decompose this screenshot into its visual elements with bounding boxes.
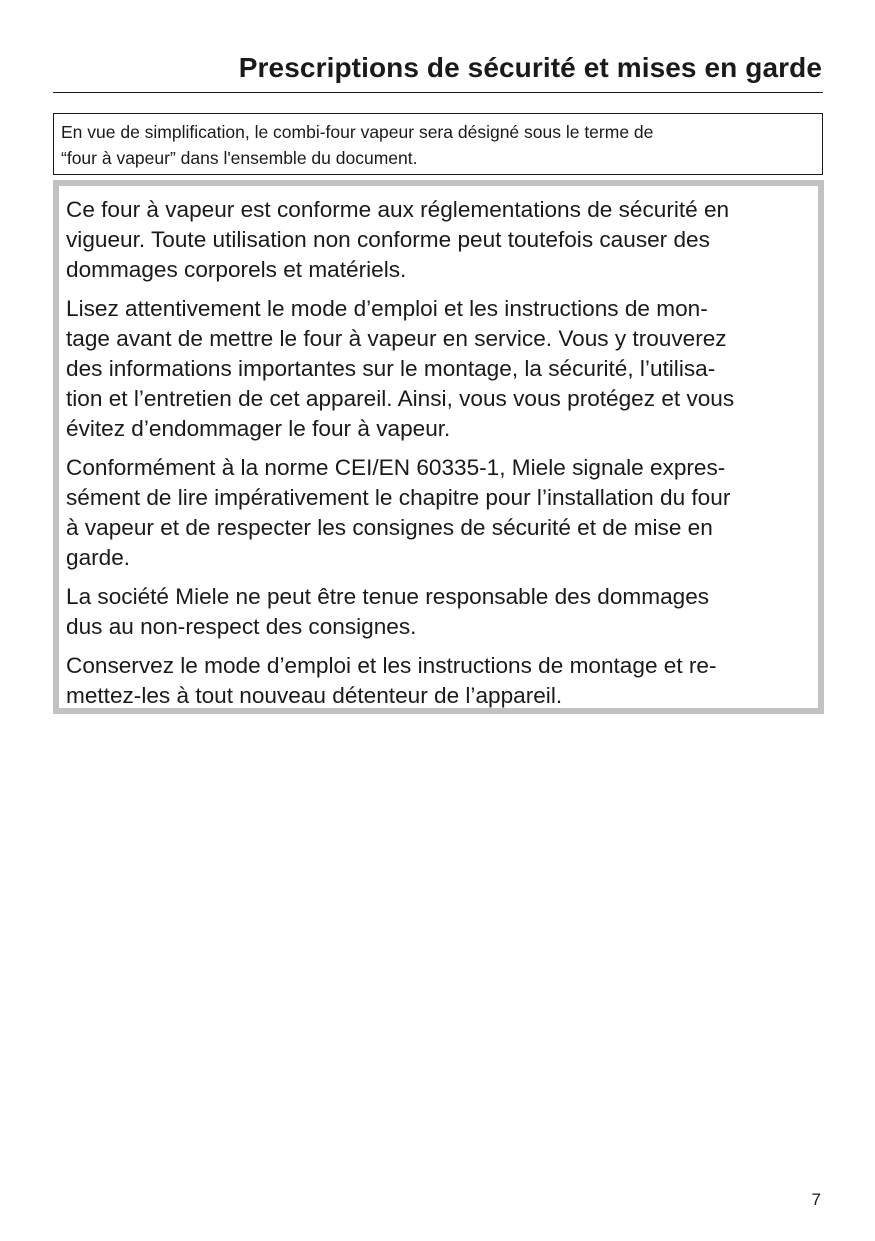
text-line: tion et l’entretien de cet appareil. Ainsi, vous vous protégez et vous	[66, 386, 735, 411]
text-line: tage avant de mettre le four à vapeur en service. Vous y trouverez	[66, 326, 727, 351]
text-line: La société Miele ne peut être tenue responsable des dommages	[66, 584, 710, 609]
text-line: dus au non-respect des consignes.	[66, 614, 417, 639]
text-line: garde.	[66, 545, 131, 570]
text-line: Conservez le mode d’emploi et les instructions de montage et re-	[66, 653, 717, 678]
warning-paragraph-standard	[66, 453, 812, 573]
text-line: Conformément à la norme CEI/EN 60335-1, Miele signale expres-	[66, 455, 726, 480]
warning-paragraph-liability	[66, 582, 812, 642]
text-line: à vapeur et de respecter les consignes de sécurité et de mise en	[66, 515, 713, 540]
text-line: Lisez attentivement le mode d’emploi et les instructions de mon-	[66, 296, 708, 321]
safety-warning-box	[53, 180, 824, 714]
text-line: vigueur. Toute utilisation non conforme peut toutefois causer des	[66, 227, 710, 252]
page-number: 7	[811, 1190, 821, 1209]
text-line: sément de lire impérativement le chapitre pour l’installation du four	[66, 485, 731, 510]
note-box	[53, 113, 823, 175]
note-line: En vue de simplification, le combi-four vapeur sera désigné sous le terme de	[61, 122, 654, 142]
text-line: mettez-les à tout nouveau détenteur de l’appareil.	[66, 683, 563, 708]
text-line: des informations importantes sur le montage, la sécurité, l’utilisa-	[66, 356, 716, 381]
page-title: Prescriptions de sécurité et mises en garde	[238, 52, 822, 83]
text-line: Ce four à vapeur est conforme aux réglementations de sécurité en	[66, 197, 730, 222]
warning-paragraph-read-manual	[66, 294, 812, 444]
text-line: évitez d’endommager le four à vapeur.	[66, 416, 451, 441]
note-line: “four à vapeur” dans l'ensemble du document.	[61, 148, 418, 168]
warning-paragraph-conformity	[66, 195, 812, 285]
title-divider	[53, 92, 823, 93]
warning-paragraph-keep-manual	[66, 651, 812, 711]
text-line: dommages corporels et matériels.	[66, 257, 407, 282]
